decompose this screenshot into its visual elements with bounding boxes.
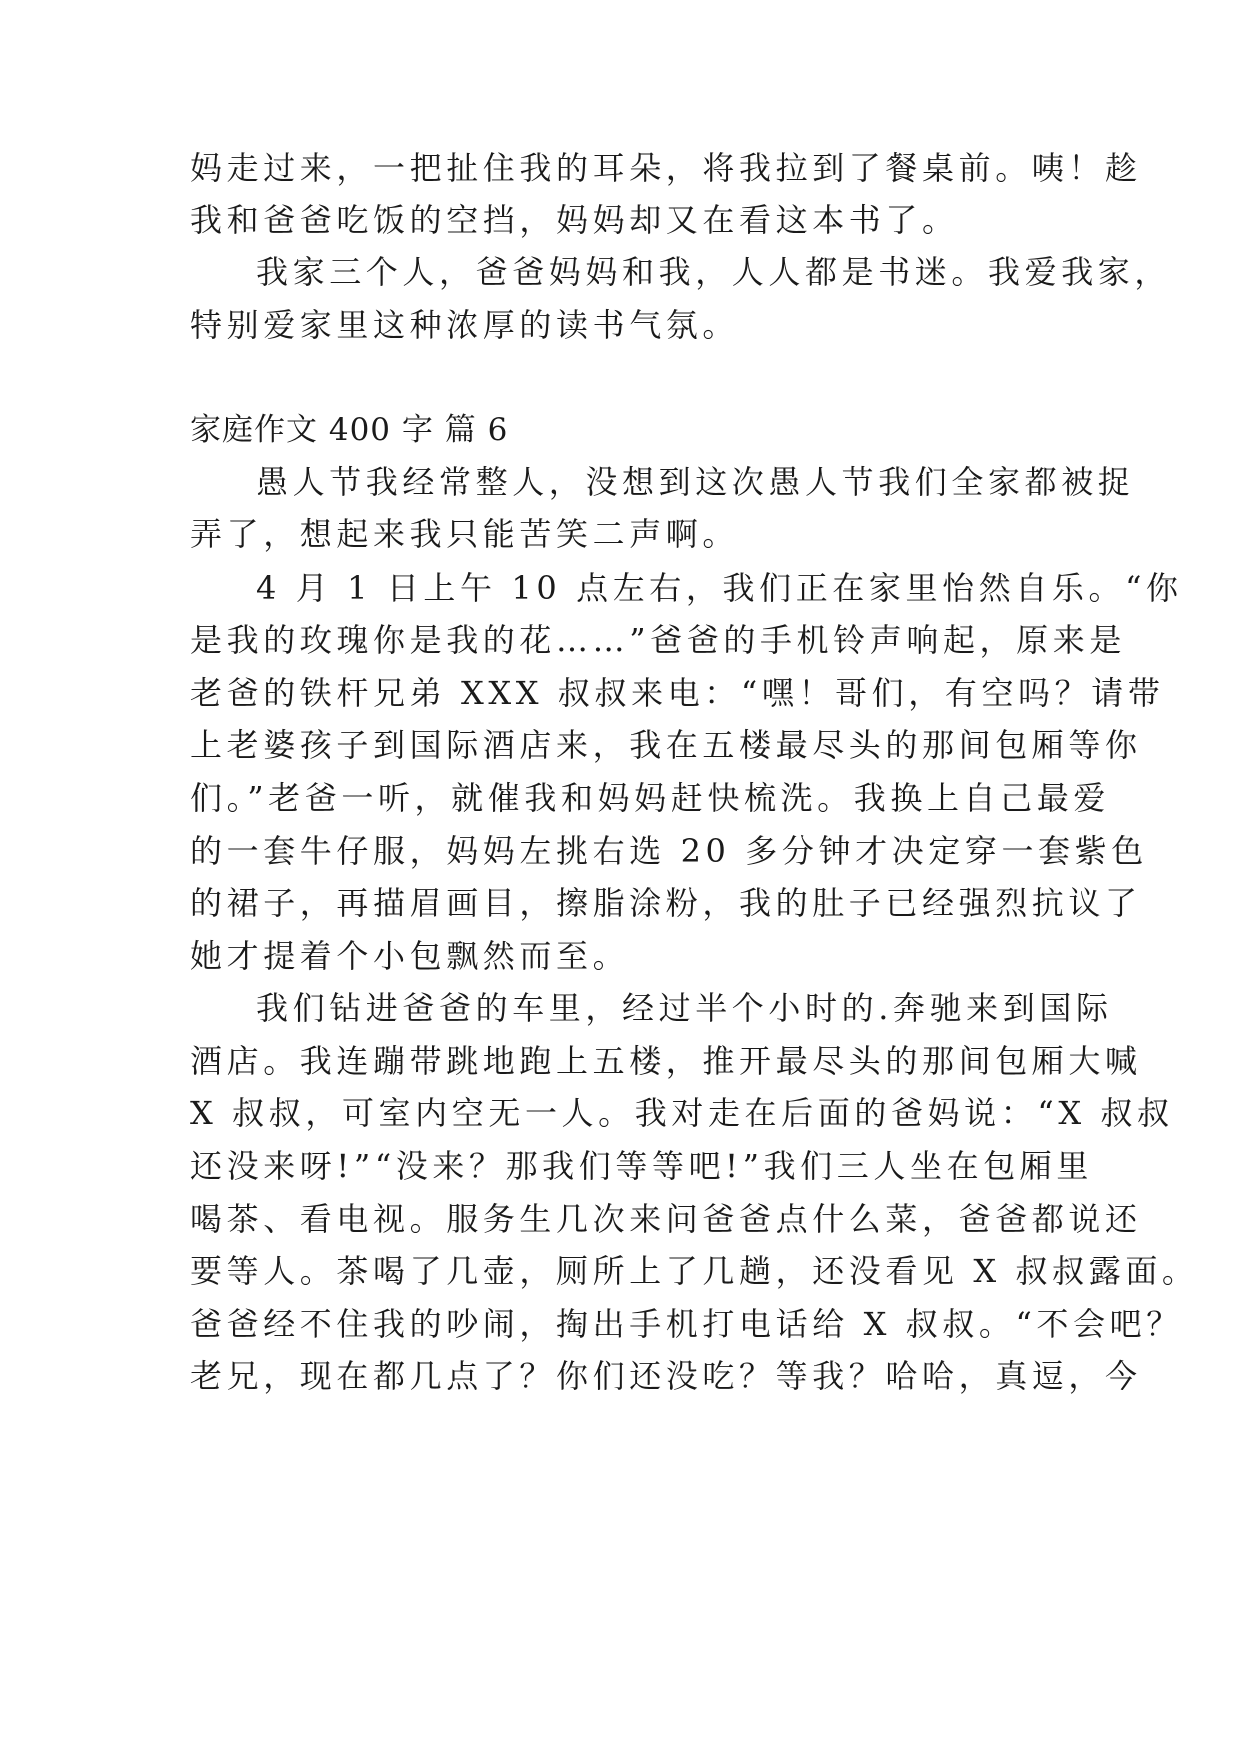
- paragraph-4-line-7: 的裙子，再描眉画目，擦脂涂粉，我的肚子已经强烈抗议了: [190, 884, 1142, 922]
- paragraph-4-line-4: 上老婆孩子到国际酒店来，我在五楼最尽头的那间包厢等你: [190, 726, 1142, 764]
- paragraph-3-line-2: 弄了，想起来我只能苦笑二声啊。: [190, 515, 740, 553]
- paragraph-4-line-2: 是我的玫瑰你是我的花……”爸爸的手机铃声响起，原来是: [190, 621, 1126, 659]
- paragraph-5-line-4: 还没来呀!”“没来？那我们等等吧!”我们三人坐在包厢里: [190, 1147, 1093, 1185]
- paragraph-4-line-6: 的一套牛仔服，妈妈左挑右选 20 多分钟才决定穿一套紫色: [190, 832, 1148, 870]
- paragraph-5-line-5: 喝茶、看电视。服务生几次来问爸爸点什么菜，爸爸都说还: [190, 1200, 1142, 1238]
- paragraph-2-line-1: 我家三个人，爸爸妈妈和我，人人都是书迷。我爱我家，: [256, 253, 1172, 291]
- paragraph-1-line-1: 妈走过来，一把扯住我的耳朵，将我拉到了餐桌前。咦！趁: [190, 149, 1142, 187]
- paragraph-1-line-2: 我和爸爸吃饭的空挡，妈妈却又在看这本书了。: [190, 201, 959, 239]
- paragraph-5-line-7: 爸爸经不住我的吵闹，掏出手机打电话给 X 叔叔。“不会吧？: [190, 1305, 1183, 1343]
- paragraph-2-line-2: 特别爱家里这种浓厚的读书气氛。: [190, 306, 740, 344]
- paragraph-5-line-2: 酒店。我连蹦带跳地跑上五楼，推开最尽头的那间包厢大喊: [190, 1042, 1142, 1080]
- paragraph-5-line-8: 老兄，现在都几点了？你们还没吃？等我？哈哈，真逗，今: [190, 1357, 1142, 1395]
- paragraph-3-line-1: 愚人节我经常整人，没想到这次愚人节我们全家都被捉: [256, 463, 1135, 501]
- paragraph-4-line-3: 老爸的铁杆兄弟 XXX 叔叔来电：“嘿！哥们，有空吗？请带: [190, 674, 1165, 712]
- paragraph-4-line-8: 她才提着个小包飘然而至。: [190, 937, 630, 975]
- section-heading: 家庭作文 400 字 篇 6: [190, 412, 509, 448]
- paragraph-5-line-1: 我们钻进爸爸的车里，经过半个小时的.奔驰来到国际: [256, 989, 1113, 1027]
- paragraph-5-line-6: 要等人。茶喝了几壶，厕所上了几趟，还没看见 X 叔叔露面。: [190, 1252, 1199, 1290]
- paragraph-4-line-1: 4 月 1 日上午 10 点左右，我们正在家里怡然自乐。“你: [256, 569, 1183, 607]
- paragraph-5-line-3: X 叔叔，可室内空无一人。我对走在后面的爸妈说：“X 叔叔: [190, 1094, 1174, 1132]
- paragraph-4-line-5: 们。”老爸一听，就催我和妈妈赶快梳洗。我换上自己最爱: [190, 779, 1110, 817]
